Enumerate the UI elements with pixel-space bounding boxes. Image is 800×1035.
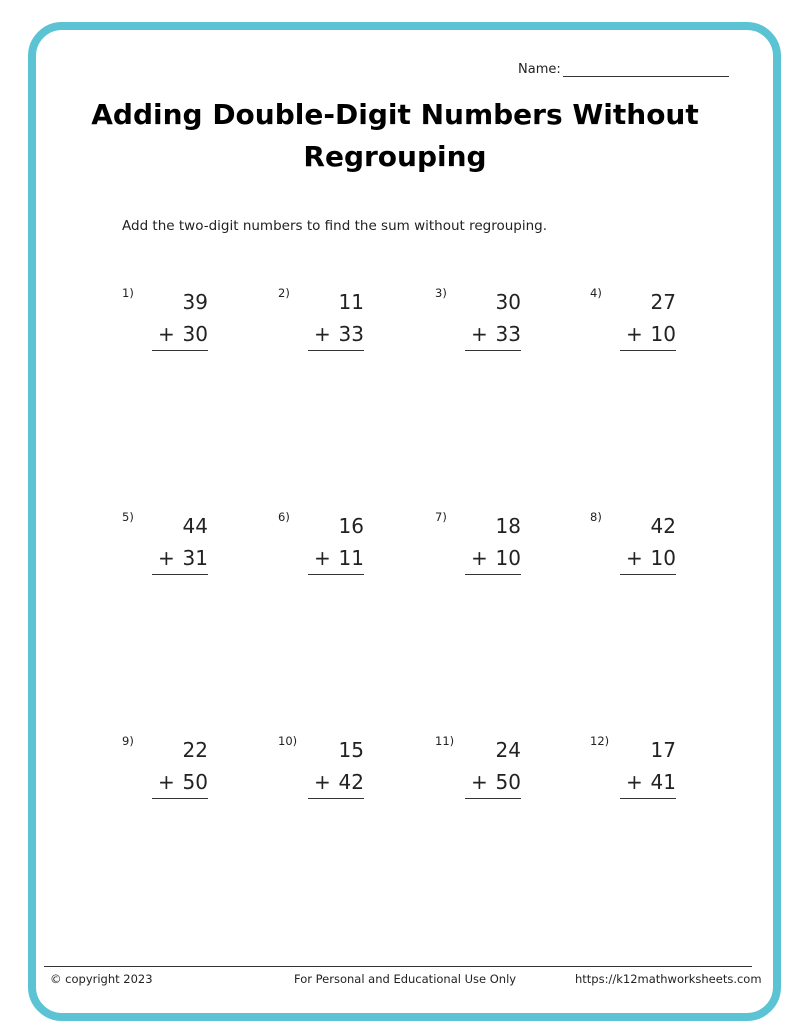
answer-line <box>152 322 208 351</box>
addend-top: 30 <box>495 290 521 314</box>
addend-top: 15 <box>338 738 364 762</box>
name-label: Name: <box>518 62 561 77</box>
problem-number: 5) <box>122 510 134 524</box>
problem-3 <box>435 286 565 366</box>
addend-bottom: 41 <box>650 770 676 794</box>
problem-number: 4) <box>590 286 602 300</box>
plus-sign: + <box>158 770 175 794</box>
addend-top: 24 <box>495 738 521 762</box>
footer-copyright: © copyright 2023 <box>50 972 153 986</box>
addend-top: 17 <box>650 738 676 762</box>
plus-sign: + <box>314 322 331 346</box>
page-title: Adding Double-Digit Numbers Without Regrouping <box>91 98 699 173</box>
plus-sign: + <box>158 322 175 346</box>
problem-number: 8) <box>590 510 602 524</box>
problem-6 <box>278 510 408 590</box>
instructions: Add the two-digit numbers to find the sum without regrouping. <box>122 218 548 234</box>
answer-line <box>465 322 521 351</box>
addend-bottom: 50 <box>182 770 208 794</box>
footer-url: https://k12mathworksheets.com <box>575 972 762 986</box>
plus-sign: + <box>471 322 488 346</box>
problem-number: 2) <box>278 286 290 300</box>
problem-10 <box>278 734 408 814</box>
name-field[interactable] <box>518 62 729 77</box>
problem-1 <box>122 286 252 366</box>
addend-bottom: 42 <box>338 770 364 794</box>
plus-sign: + <box>626 770 643 794</box>
addend-top: 11 <box>338 290 364 314</box>
footer-usage: For Personal and Educational Use Only <box>294 972 517 986</box>
plus-sign: + <box>471 770 488 794</box>
answer-line <box>620 322 676 351</box>
addend-top: 44 <box>182 514 208 538</box>
problem-number: 10) <box>278 734 298 748</box>
plus-sign: + <box>158 546 175 570</box>
problem-number: 3) <box>435 286 447 300</box>
plus-sign: + <box>314 546 331 570</box>
addend-bottom: 10 <box>650 546 676 570</box>
addend-top: 42 <box>650 514 676 538</box>
addend-bottom: 33 <box>495 322 521 346</box>
addend-top: 27 <box>650 290 676 314</box>
answer-line <box>308 546 364 575</box>
problem-8 <box>590 510 720 590</box>
problem-9 <box>122 734 252 814</box>
answer-line <box>152 770 208 799</box>
problem-2 <box>278 286 408 366</box>
answer-line <box>620 546 676 575</box>
answer-line <box>465 770 521 799</box>
problem-7 <box>435 510 565 590</box>
addend-top: 39 <box>182 290 208 314</box>
problem-number: 6) <box>278 510 290 524</box>
problem-number: 12) <box>590 734 610 748</box>
addend-bottom: 11 <box>338 546 364 570</box>
addend-bottom: 33 <box>338 322 364 346</box>
problem-number: 7) <box>435 510 447 524</box>
problem-number: 9) <box>122 734 134 748</box>
addend-bottom: 10 <box>650 322 676 346</box>
answer-line <box>620 770 676 799</box>
answer-line <box>308 770 364 799</box>
addend-top: 16 <box>338 514 364 538</box>
plus-sign: + <box>471 546 488 570</box>
footer-divider <box>44 966 752 967</box>
problem-number: 11) <box>435 734 455 748</box>
plus-sign: + <box>626 322 643 346</box>
addend-bottom: 31 <box>182 546 208 570</box>
problem-5 <box>122 510 252 590</box>
answer-line <box>465 546 521 575</box>
name-blank-line[interactable] <box>563 62 729 77</box>
addend-bottom: 30 <box>182 322 208 346</box>
addend-top: 22 <box>182 738 208 762</box>
answer-line <box>308 322 364 351</box>
plus-sign: + <box>314 770 331 794</box>
problem-4 <box>590 286 720 366</box>
answer-line <box>152 546 208 575</box>
problem-12 <box>590 734 720 814</box>
addend-bottom: 10 <box>495 546 521 570</box>
problem-11 <box>435 734 565 814</box>
plus-sign: + <box>626 546 643 570</box>
addend-top: 18 <box>495 514 521 538</box>
addend-bottom: 50 <box>495 770 521 794</box>
problem-number: 1) <box>122 286 134 300</box>
